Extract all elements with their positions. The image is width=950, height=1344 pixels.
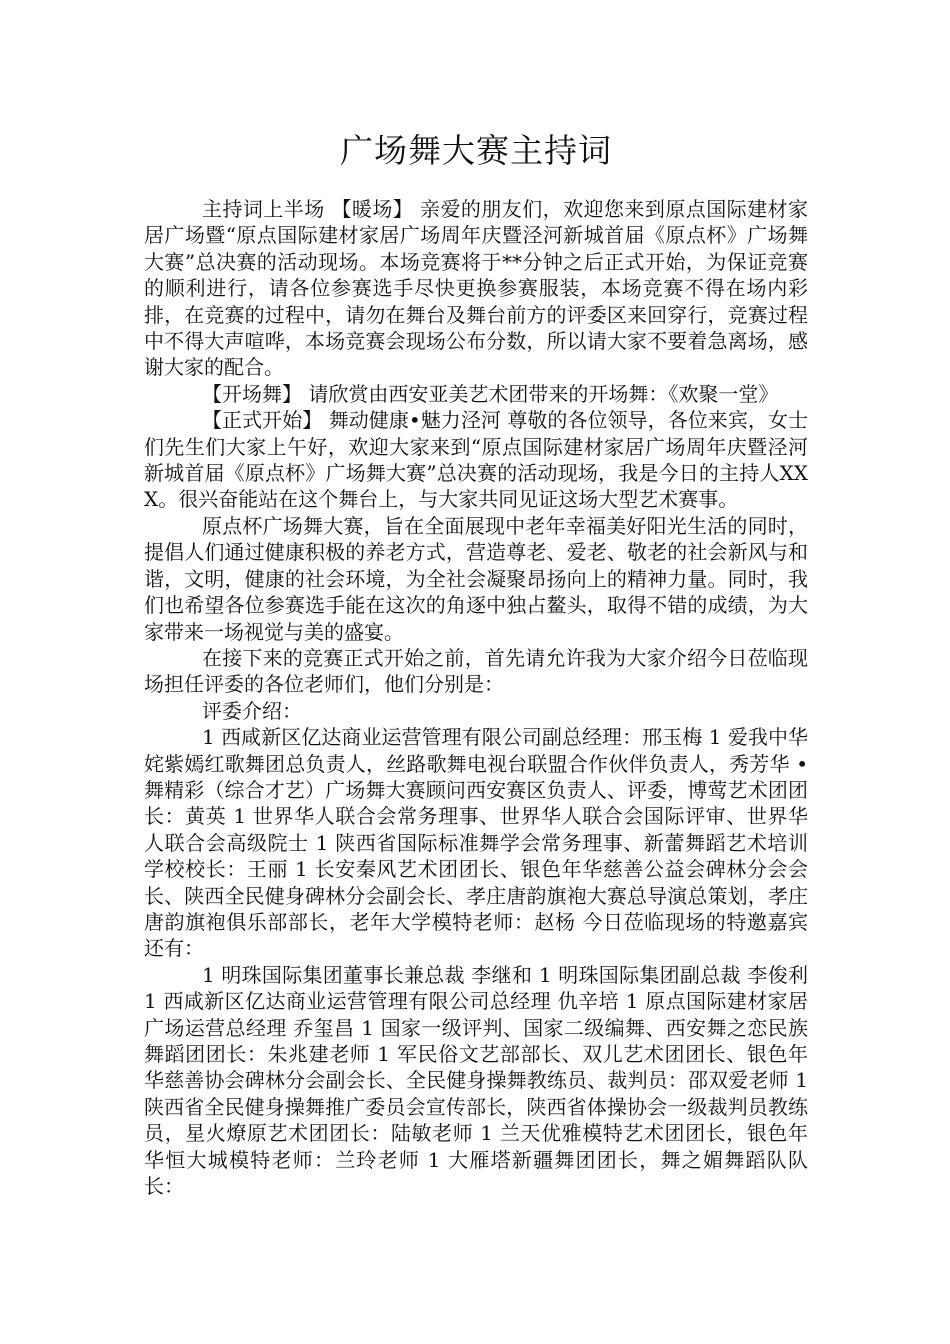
- paragraph-official-start: 【正式开始】 舞动健康•魅力泾河 尊敬的各位领导，各位来宾，女士们先生们大家上午好，欢迎大家来到“原点国际建材家居广场周年庆暨泾河新城首届《原点杯》广场舞大赛”总决赛的活动现场，我是今日的主持人XXX。很兴奋能站在这个舞台上，与大家共同见证这场大型艺术赛事。: [144, 408, 808, 512]
- document-title: 广场舞大赛主持词: [340, 131, 612, 170]
- paragraph-guests-list: 1 明珠国际集团董事长兼总裁 李继和 1 明珠国际集团副总裁 李俊利 1 西咸新区亿达商业运营管理有限公司总经理 仇辛培 1 原点国际建材家居广场运营总经理 乔玺昌 1 国家一级评判、国家二级编舞、西安舞之恋民族舞蹈团团长：朱兆建老师 1 军民俗文艺部部长、双儿艺术团团长、银色年华慈善协会碑林分会副会长、全民健身操舞教练员、裁判员：邵双爱老师 1 陕西省全民健身操舞推广委员会宣传部长，陕西省体操协会一级裁判员教练员，星火燎原艺术团团长：陆敏老师 1 兰天优雅模特艺术团团长，银色年华恒大城模特老师：兰玲老师 1 大雁塔新疆舞团团长，舞之媚舞蹈队队长：: [144, 962, 808, 1199]
- paragraph-judges-heading: 评委介绍：: [202, 698, 302, 723]
- paragraph-opening-dance: 【开场舞】 请欣赏由西安亚美艺术团带来的开场舞：《欢聚一堂》: [202, 381, 779, 406]
- document-body: [144, 196, 808, 1199]
- paragraph-warmup: 主持词上半场 【暖场】 亲爱的朋友们，欢迎您来到原点国际建材家居广场暨“原点国际建材家居广场周年庆暨泾河新城首届《原点杯》广场舞大赛”总决赛的活动现场。本场竞赛将于**分钟之后正式开始，为保证竞赛的顺利进行，请各位参赛选手尽快更换参赛服装，本场竞赛不得在场内彩排，在竞赛的过程中，请勿在舞台及舞台前方的评委区来回穿行，竞赛过程中不得大声喧哗，本场竞赛会现场公布分数，所以请大家不要着急离场，感谢大家的配合。: [144, 197, 808, 380]
- paragraph-judges-list: 1 西咸新区亿达商业运营管理有限公司副总经理：邢玉梅 1 爱我中华姹紫嫣红歌舞团总负责人，丝路歌舞电视台联盟合作伙伴负责人，秀芳华 • 舞精彩（综合才艺）广场舞大赛顾问西安赛区负责人、评委，博莺艺术团团长：黄英 1 世界华人联合会常务理事、世界华人联合会国际评审、世界华人联合会高级院士 1 陕西省国际标准舞学会常务理事、新蕾舞蹈艺术培训学校校长：王丽 1 长安秦风艺术团团长、银色年华慈善公益会碑林分会会长、陕西全民健身碑林分会副会长、孝庄唐韵旗袍大赛总导演总策划，孝庄唐韵旗袍俱乐部部长，老年大学模特老师：赵杨 今日莅临现场的特邀嘉宾还有：: [144, 725, 808, 961]
- paragraph-judges-intro: 在接下来的竞赛正式开始之前，首先请允许我为大家介绍今日莅临现场担任评委的各位老师们，他们分别是：: [144, 645, 808, 697]
- paragraph-contest-purpose: 原点杯广场舞大赛，旨在全面展现中老年幸福美好阳光生活的同时，提倡人们通过健康积极的养老方式，营造尊老、爱老、敬老的社会新风与和谐，文明，健康的社会环境，为全社会凝聚昂扬向上的精神力量。同时，我们也希望各位参赛选手能在这次的角逐中独占鳌头，取得不错的成绩，为大家带来一场视觉与美的盛宴。: [144, 513, 808, 644]
